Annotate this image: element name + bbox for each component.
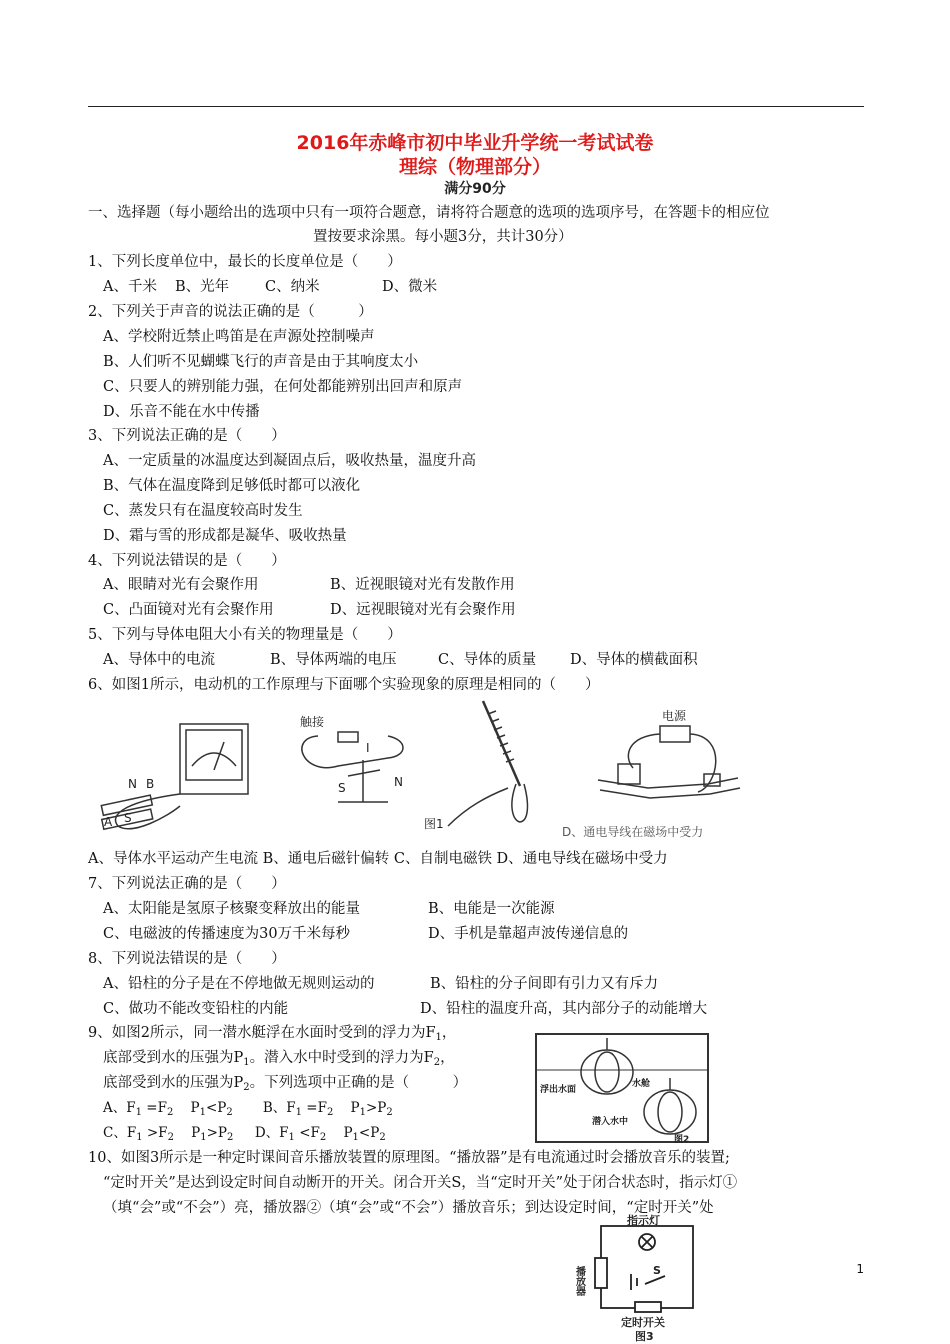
q2-option-d: D、乐音不能在水中传播 <box>103 404 260 420</box>
switch-icon <box>645 1276 665 1284</box>
fig1-label-A: A <box>104 815 113 829</box>
q1-option-a: A、千米 <box>103 279 157 295</box>
q7-stem: 7、下列说法正确的是（ ） <box>88 876 286 892</box>
fig3-caption: 图3 <box>635 1330 654 1343</box>
figure-1 <box>88 696 778 839</box>
section-instructions-1: 一、选择题（每小题给出的选项中只有一项符合题意，请将符合题意的选项的选项序号，在答题卡的相应位 <box>88 205 770 221</box>
fig1-label-N2: N <box>394 775 403 789</box>
fig1-label-N: N <box>128 777 137 791</box>
power-source-icon <box>660 726 690 742</box>
q1-option-b: B、光年 <box>175 279 230 295</box>
q4-option-c: C、凸面镜对光有会聚作用 <box>103 602 274 618</box>
q9-line1: 9、如图2所示，同一潜水艇浮在水面时受到的浮力为$F_1$， <box>88 1025 457 1043</box>
timer-switch-icon <box>635 1302 661 1312</box>
fig2-caption: 图2 <box>674 1135 690 1145</box>
q10-line2: “定时开关”是达到设定时间自动断开的开关。闭合开关S，当“定时开关”处于闭合状态时，指示灯① <box>103 1175 738 1191</box>
exam-title: 2016年赤峰市初中毕业升学统一考试试卷 <box>296 132 654 154</box>
q10-line1: 10、如图3所示是一种定时课间音乐播放装置的原理图。“播放器”是有电流通过时会播放音乐的装置; <box>88 1150 730 1166</box>
q3-option-b: B、气体在温度降到足够低时都可以液化 <box>103 478 361 494</box>
figure-2 <box>532 1030 712 1146</box>
player-icon <box>595 1258 607 1288</box>
q1-option-c: C、纳米 <box>265 279 320 295</box>
q1-option-d: D、微米 <box>382 279 438 295</box>
q9-option-a: A、$F_1 =F_2$ $P_1<P_2$ <box>103 1100 233 1118</box>
q9-line2: 底部受到水的压强为$P_1$。潜入水中时受到的浮力为$F_2$， <box>103 1050 455 1068</box>
q8-option-b: B、铅柱的分子间即有引力又有斥力 <box>430 976 659 992</box>
section-instructions-2: 置按要求涂黑。每小题3分，共计30分） <box>313 229 573 245</box>
q3-option-d: D、霜与雪的形成都是凝华、吸收热量 <box>103 528 347 544</box>
q9-option-d: D、$F_1 <F_2$ $P_1<P_2$ <box>254 1125 386 1143</box>
q3-option-c: C、蒸发只有在温度较高时发生 <box>103 503 303 519</box>
q4-option-b: B、近视眼镜对光有发散作用 <box>330 577 515 593</box>
q5-option-b: B、导体两端的电压 <box>270 652 397 668</box>
q5-stem: 5、下列与导体电阻大小有关的物理量是（ ） <box>88 627 402 643</box>
q8-stem: 8、下列说法错误的是（ ） <box>88 951 286 967</box>
q8-option-d: D、铅柱的温度升高，其内部分子的动能增大 <box>420 1001 708 1017</box>
fig1-cut-text: D、通电导线在磁场中受力 <box>562 825 704 839</box>
fig2-label-tank: 水舱 <box>632 1079 651 1089</box>
figure-3 <box>575 1214 715 1342</box>
page-number: 1 <box>856 1262 864 1276</box>
fig1-label-S: S <box>124 811 132 825</box>
fig1-label-touch: 触接 <box>300 715 325 729</box>
fig1-label-power: 电源 <box>662 709 687 723</box>
battery-icon <box>338 732 358 742</box>
q10-line3: （填“会”或“不会”）亮，播放器②（填“会”或“不会”）播放音乐；到达设定时间，“定时开关”处 <box>103 1200 714 1216</box>
q9-options-cd <box>103 1124 386 1147</box>
q4-option-a: A、眼睛对光有会聚作用 <box>103 577 259 593</box>
exam-subtitle: 理综（物理部分） <box>398 156 551 178</box>
q2-option-b: B、人们听不见蝴蝶飞行的声音是由于其响度太小 <box>103 354 419 370</box>
fig1-caption: 图1 <box>424 817 444 831</box>
q5-option-d: D、导体的横截面积 <box>570 652 698 668</box>
q3-stem: 3、下列说法正确的是（ ） <box>88 428 286 444</box>
q4-stem: 4、下列说法错误的是（ ） <box>88 553 286 569</box>
submarine-submerged-icon <box>644 1090 696 1134</box>
q4-option-d: D、远视眼镜对光有会聚作用 <box>330 602 516 618</box>
fig1-label-S2: S <box>338 781 346 795</box>
q6-stem: 6、如图1所示，电动机的工作原理与下面哪个实验现象的原理是相同的（ ） <box>88 677 600 693</box>
q5-option-a: A、导体中的电流 <box>103 652 215 668</box>
q5-option-c: C、导体的质量 <box>438 652 537 668</box>
q7-option-b: B、电能是一次能源 <box>428 901 555 917</box>
galvanometer-icon <box>180 724 248 794</box>
q1-stem: 1、下列长度单位中，最长的长度单位是（ ） <box>88 254 402 270</box>
q7-option-a: A、太阳能是氢原子核聚变释放出的能量 <box>103 901 360 917</box>
q8-option-c: C、做功不能改变铅柱的内能 <box>103 1001 289 1017</box>
header-rule <box>88 106 864 107</box>
q2-stem: 2、下列关于声音的说法正确的是（ ） <box>88 304 373 320</box>
q8-option-a: A、铅柱的分子是在不停地做无规则运动的 <box>103 976 375 992</box>
fig1-label-B: B <box>146 777 155 791</box>
q7-option-d: D、手机是靠超声波传递信息的 <box>428 926 629 942</box>
magnet-icon <box>618 764 640 784</box>
fig2-label-float: 浮出水面 <box>540 1085 577 1095</box>
q2-option-a: A、学校附近禁止鸣笛是在声源处控制噪声 <box>103 329 375 345</box>
fig3-label-lamp: 指示灯 <box>627 1214 660 1227</box>
fig3-label-timer: 定时开关 <box>621 1316 665 1329</box>
q9-options-ab <box>103 1099 393 1122</box>
q2-option-c: C、只要人的辨别能力强，在何处都能辨别出回声和原声 <box>103 379 463 395</box>
fig2-label-dive: 潜入水中 <box>592 1117 629 1127</box>
q7-option-c: C、电磁波的传播速度为30万千米每秒 <box>103 926 351 942</box>
fig1-label-I: I <box>366 741 370 755</box>
fig3-label-player: 播放器 <box>573 1266 585 1296</box>
full-score: 满分90分 <box>444 181 506 197</box>
q9-line3: 底部受到水的压强为$P_2$。下列选项中正确的是（ ） <box>103 1075 468 1093</box>
q9-option-c: C、$F_1 >F_2$ $P_1>P_2$ <box>103 1125 234 1143</box>
q3-option-a: A、一定质量的冰温度达到凝固点后，吸收热量，温度升高 <box>103 453 476 469</box>
fig3-label-switch: S <box>653 1264 661 1277</box>
q6-answer-line: A、导体水平运动产生电流 B、通电后磁针偏转 C、自制电磁铁 D、通电导线在磁场中受力 <box>88 851 668 867</box>
submarine-floating-icon <box>581 1050 633 1094</box>
q9-option-b: B、$F_1 =F_2$ $P_1>P_2$ <box>262 1100 393 1118</box>
